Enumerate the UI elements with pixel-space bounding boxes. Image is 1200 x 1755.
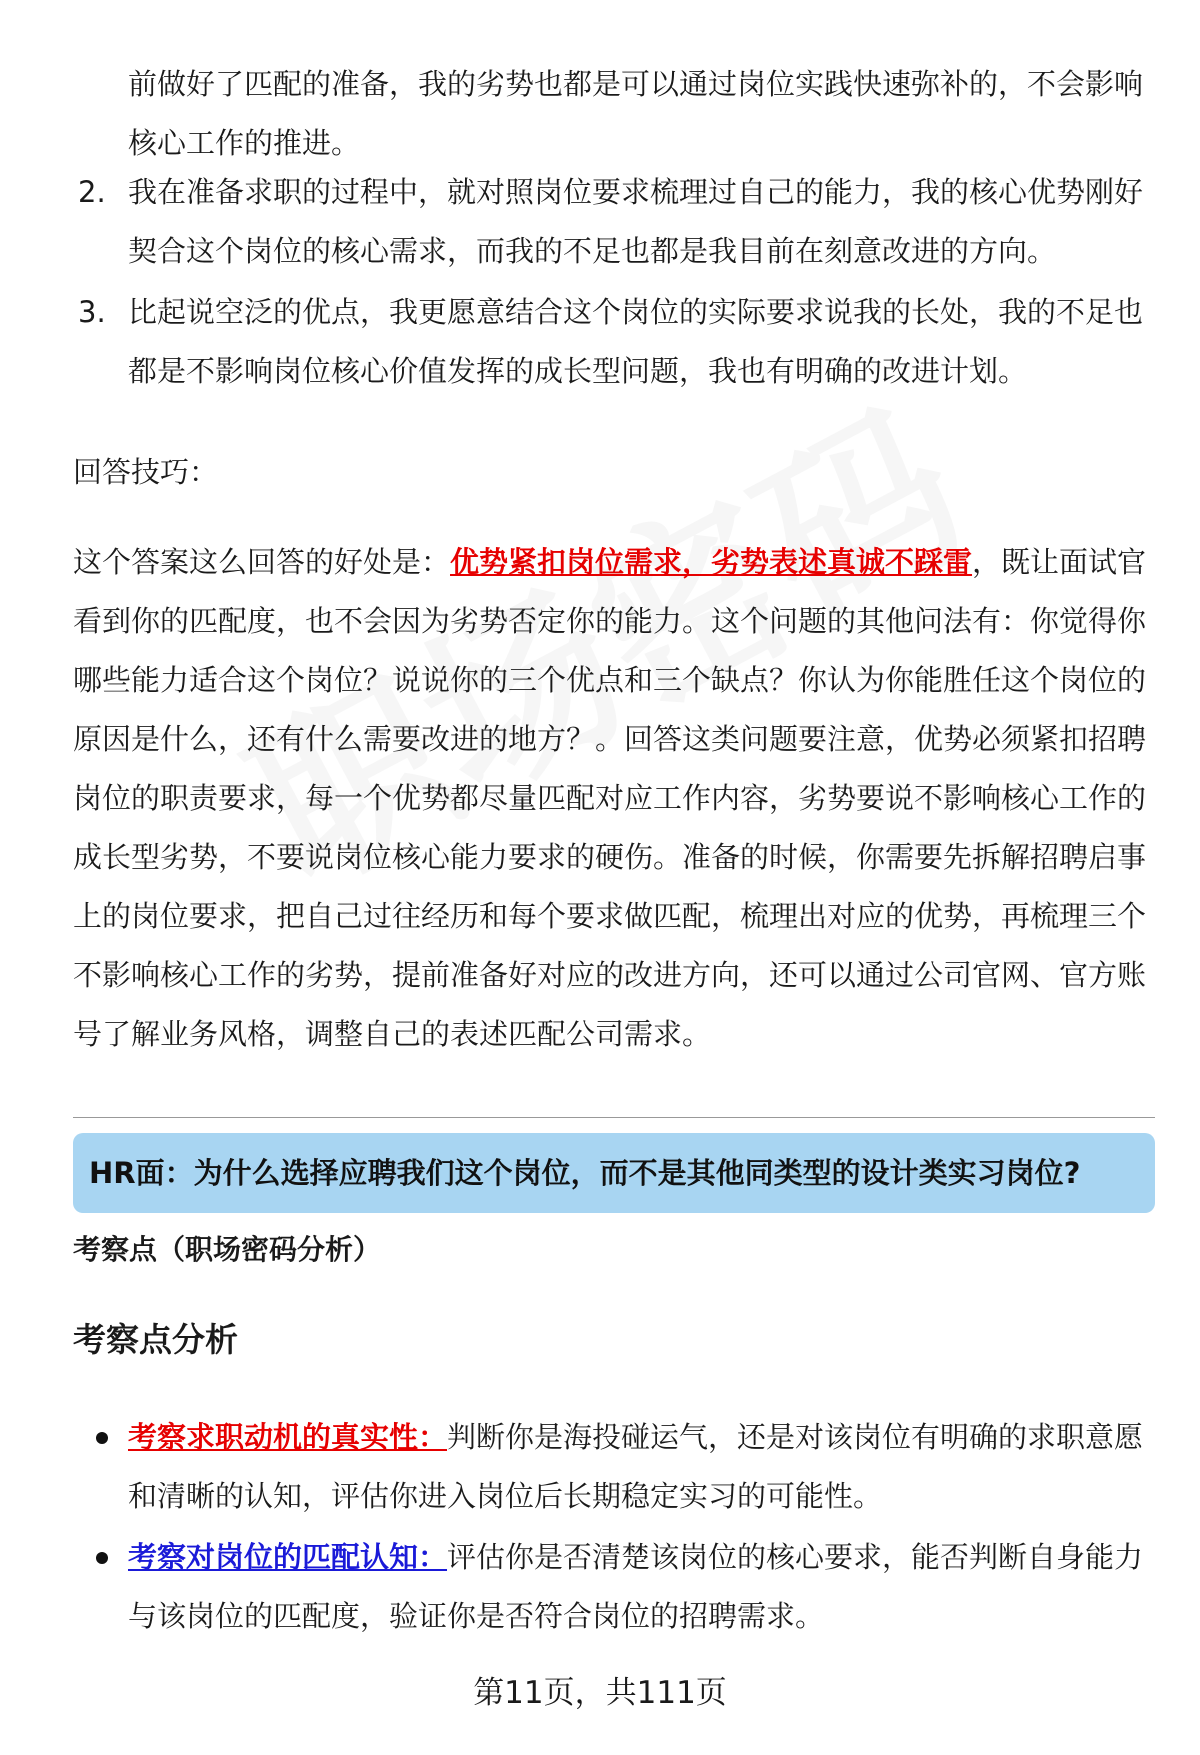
list-text: 我在准备求职的过程中，就对照岗位要求梳理过自己的能力，我的核心优势刚好契合这个岗位的核心需求，而我的不足也都是我目前在刻意改进的方向。 [128,175,1144,268]
list-item [78,283,1148,401]
bullet-text: 判断你是海投碰运气，还是对该岗位有明确的求职意愿和清晰的认知，评估你进入岗位后长期稳定实习的可能性。 [128,1420,1144,1513]
section-divider [73,1117,1155,1118]
bullet-dot-icon [96,1432,108,1444]
bullet-label: 考察求职动机的真实性： [128,1420,448,1454]
tips-paragraph [73,533,1148,1064]
list-number: 2. [78,175,106,209]
bullet-item [96,1528,1148,1646]
list-text: 比起说空泛的优点，我更愿意结合这个岗位的实际要求说我的长处，我的不足也都是不影响岗位核心价值发挥的成长型问题，我也有明确的改进计划。 [128,295,1144,388]
bullet-label: 考察对岗位的匹配认知： [128,1540,448,1574]
list-item [78,163,1148,281]
tips-lead: 这个答案这么回答的好处是： [73,545,451,579]
intro-continuation: 前做好了匹配的准备，我的劣势也都是可以通过岗位实践快速弥补的，不会影响核心工作的推进。 [128,67,1144,160]
tips-highlight: 优势紧扣岗位需求，劣势表述真诚不踩雷 [450,545,973,579]
bullet-dot-icon [96,1552,108,1564]
tips-rest: ，既让面试官看到你的匹配度，也不会因为劣势否定你的能力。这个问题的其他问法有：你觉得你哪些能力适合这个岗位？说说你的三个优点和三个缺点？你认为你能胜任这个岗位的原因是什么，还有什么需要改进的地方？。回答这类问题要注意，优势必须紧扣招聘岗位的职责要求，每一个优势都尽量匹配对应工作内容，劣势要说不影响核心工作的成长型劣势，不要说岗位核心能力要求的硬伤。准备的时候，你需要先拆解招聘启事上的岗位要求，把自己过往经历和每个要求做匹配，梳理出对应的优势，再梳理三个不影响核心工作的劣势，提前准备好对应的改进方向，还可以通过公司官网、官方账号了解业务风格，调整自己的表述匹配公司需求。 [73,545,1147,1051]
list-number: 3. [78,295,106,329]
question-box: HR面：为什么选择应聘我们这个岗位，而不是其他同类型的设计类实习岗位? [73,1133,1155,1213]
analysis-subheading: 考察点（职场密码分析） [73,1233,382,1266]
analysis-heading: 考察点分析 [73,1320,238,1359]
tips-label: 回答技巧： [73,455,219,489]
bullet-text: 评估你是否清楚该岗位的核心要求，能否判断自身能力与该岗位的匹配度，验证你是否符合岗位的招聘需求。 [128,1540,1144,1633]
bullet-item [96,1408,1148,1526]
page-number: 第11页，共111页 [473,1675,727,1711]
